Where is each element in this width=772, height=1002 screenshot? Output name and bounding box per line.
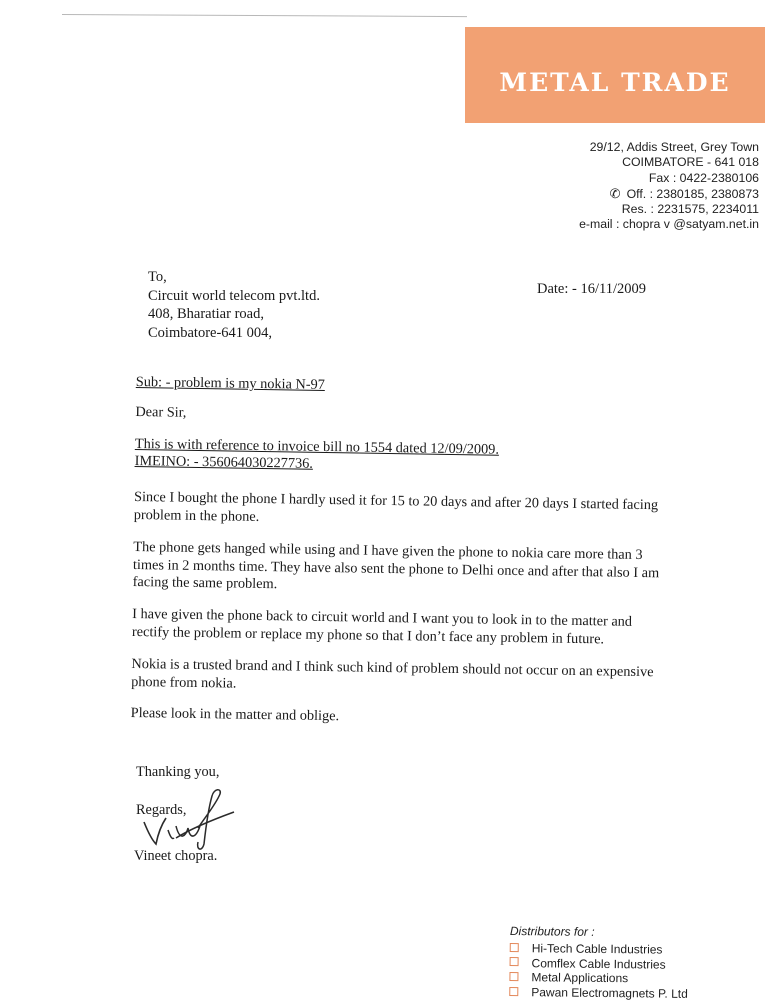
letterhead-logo-block bbox=[465, 27, 765, 123]
letter-body bbox=[130, 374, 664, 745]
list-item bbox=[509, 985, 688, 1002]
address-residence-phone: Res. : 2231575, 2234011 bbox=[621, 202, 759, 217]
address-city: COIMBATORE - 641 018 bbox=[622, 155, 759, 170]
handwritten-signature bbox=[140, 786, 240, 856]
signer-name: Vineet chopra. bbox=[134, 848, 218, 864]
distributors-list bbox=[509, 941, 688, 1002]
paragraph: I have given the phone back to circuit world and I want you to look in to the matter and rectify the problem or replace my phone so that I don’t face any problem in future. bbox=[131, 606, 633, 648]
brand-name: METAL TRADE bbox=[499, 67, 731, 97]
paragraph: Please look in the matter and oblige. bbox=[130, 705, 340, 725]
square-bullet-icon bbox=[510, 943, 519, 952]
thanks-line: Thanking you, bbox=[136, 764, 220, 780]
address-street: 29/12, Addis Street, Grey Town bbox=[589, 140, 759, 154]
regards-line: Regards, bbox=[136, 801, 187, 818]
phone-icon: ✆ bbox=[609, 185, 621, 201]
square-bullet-icon bbox=[509, 972, 518, 981]
distributor-name: Metal Applications bbox=[531, 970, 629, 986]
letterhead-address bbox=[579, 140, 759, 233]
recipient-company: Circuit world telecom pvt.ltd. bbox=[148, 287, 320, 304]
invoice-reference: This is with reference to invoice bill no 1554 dated 12/09/2009. bbox=[134, 435, 500, 458]
reference-block bbox=[134, 436, 662, 480]
letter-date: Date: - 16/11/2009 bbox=[537, 281, 646, 297]
office-phone-text: Off. : 2380185, 2380873 bbox=[626, 186, 759, 201]
address-fax: Fax : 0422-2380106 bbox=[648, 170, 759, 185]
distributor-name: Comflex Cable Industries bbox=[531, 955, 666, 972]
address-email: e-mail : chopra v @satyam.net.in bbox=[579, 217, 759, 232]
square-bullet-icon bbox=[509, 987, 518, 996]
paragraph: Nokia is a trusted brand and I think such kind of problem should not occur on an expensive phone from nokia. bbox=[131, 655, 654, 692]
recipient-city: Coimbatore-641 004, bbox=[148, 324, 273, 341]
imei-reference: IMEINO: - 356064030227736. bbox=[134, 453, 314, 473]
address-office-phone bbox=[579, 186, 759, 202]
recipient-street: 408, Bharatiar road, bbox=[148, 306, 264, 322]
distributors-block bbox=[509, 924, 688, 1002]
distributor-name: Hi-Tech Cable Industries bbox=[531, 941, 663, 957]
square-bullet-icon bbox=[510, 957, 519, 966]
paragraph: The phone gets hanged while using and I have given the phone to nokia care more than 3 times in 2 months time. They have also sent the phone to Delhi once and after that also I am facing the same problem. bbox=[132, 538, 660, 593]
subject-line: Sub: - problem is my nokia N-97 bbox=[135, 374, 326, 393]
distributors-heading: Distributors for : bbox=[509, 924, 595, 939]
recipient-block bbox=[148, 268, 320, 342]
distributor-name: Pawan Electromagnets P. Ltd bbox=[531, 985, 688, 1002]
recipient-to: To, bbox=[148, 269, 167, 285]
paragraph: Since I bought the phone I hardly used it for 15 to 20 days and after 20 days I started facing problem in the phone. bbox=[133, 489, 659, 525]
salutation: Dear Sir, bbox=[135, 403, 187, 421]
top-rule bbox=[62, 14, 467, 17]
